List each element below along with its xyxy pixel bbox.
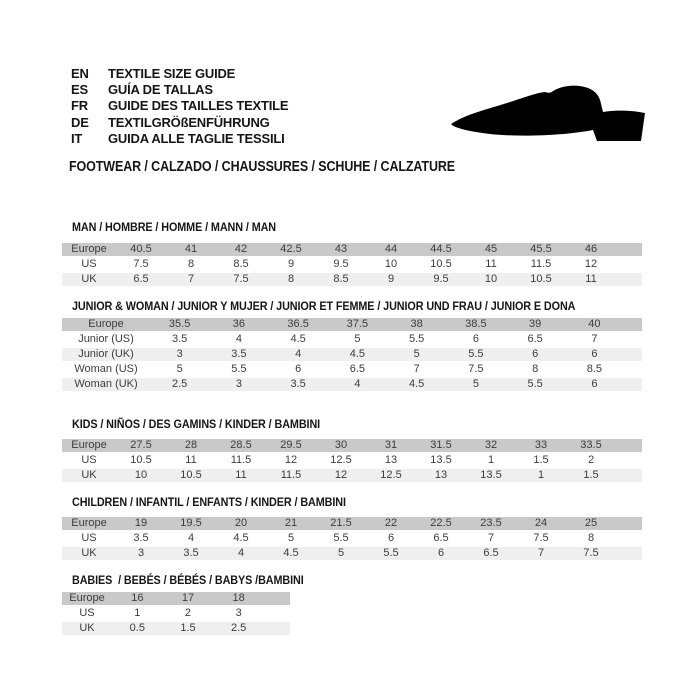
row-spacer <box>624 347 642 362</box>
size-cell: 39 <box>506 318 565 332</box>
size-cell: 6 <box>366 531 416 546</box>
size-cell: 36.5 <box>269 318 328 332</box>
language-label: GUIDE DES TAILLES TEXTILE <box>108 98 289 114</box>
size-cell: 5 <box>150 362 209 377</box>
language-row <box>71 115 288 131</box>
size-cell: 7 <box>166 272 216 287</box>
row-spacer <box>616 453 642 468</box>
size-cell: 11.5 <box>516 257 566 272</box>
size-cell: 6 <box>565 347 624 362</box>
table-row <box>62 332 642 347</box>
size-cell: 11 <box>216 468 266 483</box>
language-code: EN <box>71 66 89 81</box>
size-cell: 32 <box>466 439 516 453</box>
size-cell: 13.5 <box>466 468 516 483</box>
size-cell: 5 <box>446 377 505 392</box>
size-cell: 3.5 <box>150 332 209 347</box>
row-label: US <box>62 606 112 621</box>
row-label: UK <box>62 272 116 287</box>
language-label: TEXTILE SIZE GUIDE <box>108 66 236 81</box>
shoe-icon <box>448 84 650 144</box>
size-cell: 36 <box>209 318 268 332</box>
size-cell: 2 <box>163 606 214 621</box>
size-table <box>62 243 642 288</box>
size-table <box>62 318 642 393</box>
size-cell: 12 <box>316 468 366 483</box>
size-cell: 4.5 <box>387 377 446 392</box>
table-row <box>62 257 642 272</box>
size-cell: 0.5 <box>112 621 163 636</box>
row-spacer <box>624 318 642 332</box>
language-row <box>71 82 288 98</box>
row-spacer <box>624 332 642 347</box>
size-cell: 42.5 <box>266 243 316 257</box>
size-cell: 7.5 <box>116 257 166 272</box>
table-row <box>62 377 642 392</box>
size-cell: 10.5 <box>166 468 216 483</box>
row-spacer <box>264 606 290 621</box>
size-cell: 12.5 <box>366 468 416 483</box>
row-spacer <box>616 243 642 257</box>
size-cell: 10 <box>466 272 516 287</box>
size-cell: 29.5 <box>266 439 316 453</box>
size-cell: 40.5 <box>116 243 166 257</box>
row-spacer <box>616 531 642 546</box>
size-cell: 33 <box>516 439 566 453</box>
size-cell: 8.5 <box>316 272 366 287</box>
size-cell: 6 <box>269 362 328 377</box>
row-spacer <box>264 592 290 606</box>
row-spacer <box>264 621 290 636</box>
size-cell: 5.5 <box>209 362 268 377</box>
size-table <box>62 592 290 637</box>
size-cell: 13 <box>416 468 466 483</box>
size-cell: 4.5 <box>266 546 316 561</box>
size-cell: 2.5 <box>150 377 209 392</box>
size-table-section <box>62 574 329 637</box>
size-cell: 10.5 <box>116 453 166 468</box>
language-code: IT <box>71 130 83 146</box>
language-row <box>71 131 288 147</box>
size-cell: 9.5 <box>316 257 366 272</box>
table-row <box>62 517 642 531</box>
row-spacer <box>616 546 642 561</box>
size-cell: 6 <box>565 377 624 392</box>
size-cell: 45 <box>466 243 516 257</box>
section-title: KIDS / NIÑOS / DES GAMINS / KINDER / BAMBINI <box>72 417 321 431</box>
table-row <box>62 439 642 453</box>
size-cell: 22 <box>366 517 416 531</box>
size-cell: 5.5 <box>506 377 565 392</box>
size-cell: 2 <box>566 453 616 468</box>
row-label: UK <box>62 621 112 636</box>
table-row <box>62 453 642 468</box>
size-cell: 4 <box>216 546 266 561</box>
size-cell: 4.5 <box>328 347 387 362</box>
row-label: Junior (UK) <box>62 347 150 362</box>
size-cell: 5 <box>266 531 316 546</box>
row-label: US <box>62 531 116 546</box>
size-cell: 3 <box>213 606 264 621</box>
size-cell: 7 <box>565 332 624 347</box>
row-spacer <box>624 362 642 377</box>
size-cell: 5.5 <box>446 347 505 362</box>
size-table-section <box>62 221 642 288</box>
row-label: Woman (US) <box>62 362 150 377</box>
size-cell: 21.5 <box>316 517 366 531</box>
size-cell: 8 <box>166 257 216 272</box>
size-cell: 8.5 <box>216 257 266 272</box>
size-cell: 13 <box>366 453 416 468</box>
size-cell: 5.5 <box>316 531 366 546</box>
size-table-section <box>62 418 642 484</box>
size-cell: 7.5 <box>446 362 505 377</box>
row-spacer <box>616 257 642 272</box>
size-cell: 8.5 <box>565 362 624 377</box>
size-cell: 8 <box>566 531 616 546</box>
size-cell: 22.5 <box>416 517 466 531</box>
size-cell: 42 <box>216 243 266 257</box>
row-label: Europe <box>62 517 116 531</box>
size-cell: 5 <box>328 332 387 347</box>
size-cell: 6 <box>416 546 466 561</box>
language-code: ES <box>71 82 88 98</box>
section-title: JUNIOR & WOMAN / JUNIOR Y MUJER / JUNIOR ET FEMME / JUNIOR UND FRAU / JUNIOR E DONA <box>72 299 576 313</box>
size-table-section <box>62 300 642 393</box>
size-cell: 11.5 <box>266 468 316 483</box>
size-cell: 3 <box>150 347 209 362</box>
size-cell: 12 <box>566 257 616 272</box>
table-row <box>62 362 642 377</box>
category-title: FOOTWEAR / CALZADO / CHAUSSURES / SCHUHE / CALZATURE <box>69 159 456 175</box>
size-cell: 6.5 <box>328 362 387 377</box>
row-label: Woman (UK) <box>62 377 150 392</box>
size-cell: 19.5 <box>166 517 216 531</box>
table-row <box>62 347 642 362</box>
size-cell: 44.5 <box>416 243 466 257</box>
size-cell: 21 <box>266 517 316 531</box>
size-cell: 44 <box>366 243 416 257</box>
size-cell: 6.5 <box>116 272 166 287</box>
size-cell: 31.5 <box>416 439 466 453</box>
size-cell: 11 <box>166 453 216 468</box>
row-label: US <box>62 453 116 468</box>
size-cell: 7.5 <box>516 531 566 546</box>
row-spacer <box>616 468 642 483</box>
size-cell: 2.5 <box>213 621 264 636</box>
row-label: Europe <box>62 439 116 453</box>
size-cell: 3.5 <box>269 377 328 392</box>
language-code: DE <box>71 114 89 130</box>
size-cell: 1.5 <box>566 468 616 483</box>
size-cell: 7 <box>516 546 566 561</box>
table-row <box>62 531 642 546</box>
size-cell: 4 <box>209 332 268 347</box>
row-label: Europe <box>62 592 112 606</box>
size-cell: 7.5 <box>216 272 266 287</box>
language-row <box>71 66 288 82</box>
size-cell: 8 <box>266 272 316 287</box>
size-cell: 35.5 <box>150 318 209 332</box>
table-row <box>62 606 290 621</box>
row-spacer <box>616 517 642 531</box>
size-cell: 33.5 <box>566 439 616 453</box>
size-cell: 3 <box>116 546 166 561</box>
size-cell: 7 <box>466 531 516 546</box>
language-code: FR <box>71 98 88 114</box>
size-cell: 4 <box>166 531 216 546</box>
size-cell: 1.5 <box>516 453 566 468</box>
size-cell: 25 <box>566 517 616 531</box>
size-cell: 24 <box>516 517 566 531</box>
size-cell: 38.5 <box>446 318 505 332</box>
size-cell: 17 <box>163 592 214 606</box>
size-cell: 37.5 <box>328 318 387 332</box>
size-cell: 30 <box>316 439 366 453</box>
section-title: BABIES / BEBÉS / BÉBÉS / BABYS /BAMBINI <box>72 573 304 587</box>
size-cell: 11 <box>466 257 516 272</box>
size-cell: 6 <box>506 347 565 362</box>
size-cell: 28.5 <box>216 439 266 453</box>
table-row <box>62 592 290 606</box>
size-cell: 6.5 <box>466 546 516 561</box>
size-cell: 10 <box>116 468 166 483</box>
size-cell: 4.5 <box>216 531 266 546</box>
row-label: US <box>62 257 116 272</box>
size-cell: 1 <box>516 468 566 483</box>
size-cell: 5 <box>387 347 446 362</box>
size-cell: 46 <box>566 243 616 257</box>
size-cell: 6.5 <box>506 332 565 347</box>
size-cell: 43 <box>316 243 366 257</box>
row-spacer <box>616 272 642 287</box>
language-label: TEXTILGRÖßENFÜHRUNG <box>108 114 270 130</box>
size-cell: 28 <box>166 439 216 453</box>
row-label: Junior (US) <box>62 332 150 347</box>
size-table <box>62 439 642 484</box>
size-cell: 13.5 <box>416 453 466 468</box>
size-cell: 11.5 <box>216 453 266 468</box>
size-cell: 40 <box>565 318 624 332</box>
row-label: Europe <box>62 318 150 332</box>
table-row <box>62 318 642 332</box>
size-cell: 19 <box>116 517 166 531</box>
language-label: GUIDA ALLE TAGLIE TESSILI <box>108 130 285 146</box>
size-table <box>62 517 642 562</box>
size-cell: 5 <box>316 546 366 561</box>
size-cell: 4.5 <box>269 332 328 347</box>
size-cell: 41 <box>166 243 216 257</box>
row-label: Europe <box>62 243 116 257</box>
size-cell: 45.5 <box>516 243 566 257</box>
row-spacer <box>624 377 642 392</box>
size-cell: 20 <box>216 517 266 531</box>
size-table-section <box>62 496 642 562</box>
table-row <box>62 621 290 636</box>
size-cell: 16 <box>112 592 163 606</box>
size-cell: 10.5 <box>516 272 566 287</box>
size-cell: 3.5 <box>209 347 268 362</box>
size-cell: 18 <box>213 592 264 606</box>
size-cell: 27.5 <box>116 439 166 453</box>
row-spacer <box>616 439 642 453</box>
size-cell: 12 <box>266 453 316 468</box>
size-cell: 5.5 <box>387 332 446 347</box>
size-cell: 10.5 <box>416 257 466 272</box>
language-label: GUÍA DE TALLAS <box>108 82 213 98</box>
size-cell: 7.5 <box>566 546 616 561</box>
size-cell: 1.5 <box>163 621 214 636</box>
size-cell: 9.5 <box>416 272 466 287</box>
size-cell: 23.5 <box>466 517 516 531</box>
size-cell: 10 <box>366 257 416 272</box>
section-title: MAN / HOMBRE / HOMME / MANN / MAN <box>72 220 277 234</box>
size-cell: 9 <box>366 272 416 287</box>
table-row <box>62 272 642 287</box>
size-cell: 9 <box>266 257 316 272</box>
table-row <box>62 468 642 483</box>
size-cell: 4 <box>269 347 328 362</box>
row-label: UK <box>62 546 116 561</box>
size-cell: 11 <box>566 272 616 287</box>
size-cell: 38 <box>387 318 446 332</box>
size-cell: 6.5 <box>416 531 466 546</box>
table-row <box>62 243 642 257</box>
section-title: CHILDREN / INFANTIL / ENFANTS / KINDER / BAMBINI <box>72 495 346 509</box>
language-row <box>71 98 288 114</box>
size-cell: 3.5 <box>166 546 216 561</box>
size-cell: 8 <box>506 362 565 377</box>
size-cell: 6 <box>446 332 505 347</box>
table-row <box>62 546 642 561</box>
size-cell: 31 <box>366 439 416 453</box>
size-cell: 7 <box>387 362 446 377</box>
size-cell: 1 <box>466 453 516 468</box>
row-label: UK <box>62 468 116 483</box>
size-cell: 3.5 <box>116 531 166 546</box>
language-list <box>71 66 288 147</box>
size-cell: 3 <box>209 377 268 392</box>
size-cell: 5.5 <box>366 546 416 561</box>
size-cell: 1 <box>112 606 163 621</box>
size-cell: 12.5 <box>316 453 366 468</box>
size-cell: 4 <box>328 377 387 392</box>
